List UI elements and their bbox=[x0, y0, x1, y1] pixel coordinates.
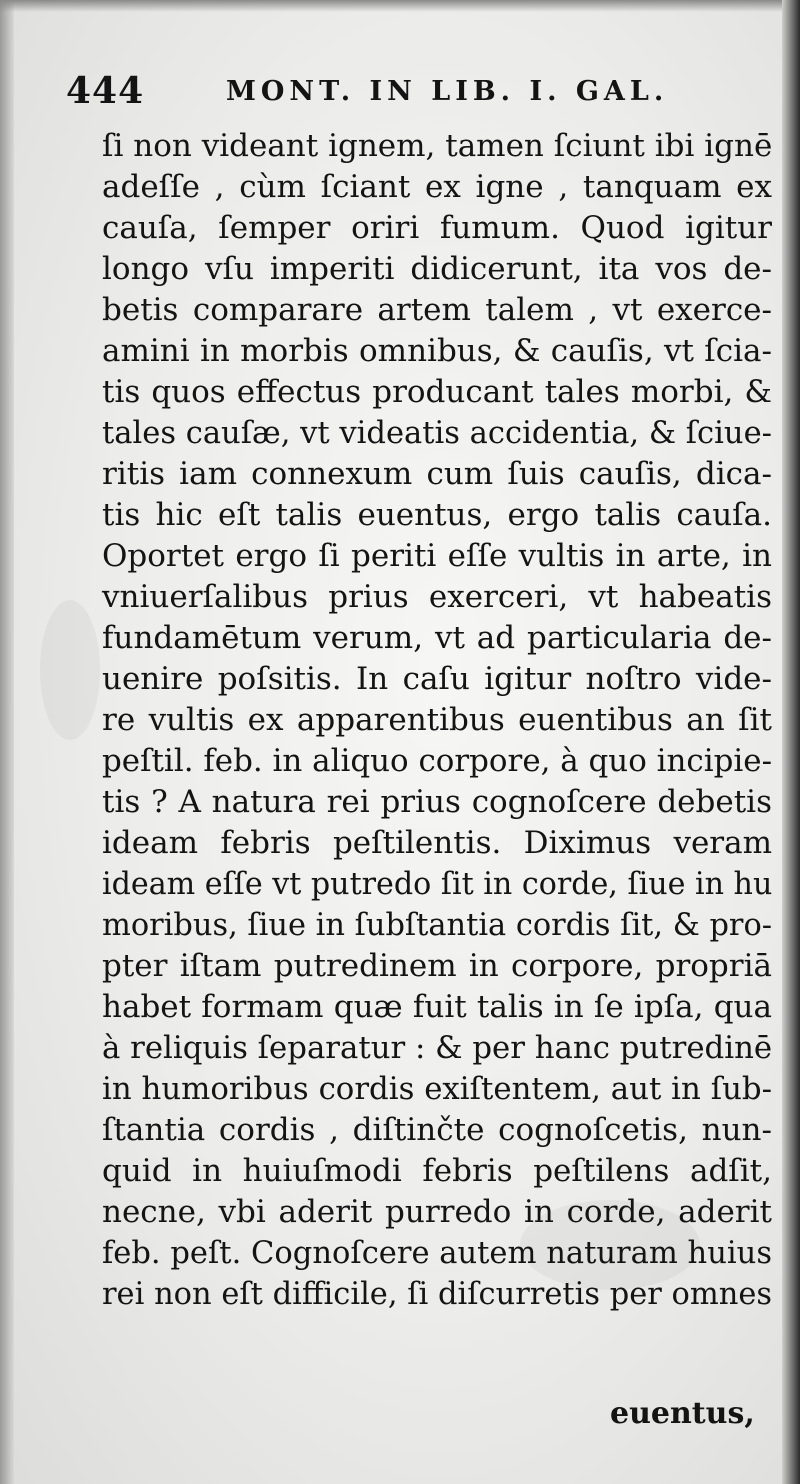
text-line: necne, vbi aderit purredo in corde, aderit bbox=[102, 1194, 772, 1230]
text-line: adeſſe , cùm ſciant ex igne , tanquam ex bbox=[102, 169, 772, 205]
body-text bbox=[102, 126, 772, 1315]
text-line: ſi non videant ignem, tamen ſciunt ibi ignē bbox=[102, 128, 773, 164]
text-line: rei non eſt difficile, ſi diſcurretis per omnes bbox=[102, 1276, 772, 1312]
text-line: in humoribus cordis exiſtentem, aut in ſub- bbox=[102, 1071, 772, 1107]
catchword: euentus, bbox=[610, 1396, 755, 1431]
text-line: tales cauſæ, vt videatis accidentia, & ſciue- bbox=[102, 415, 772, 451]
text-line: tis hic eſt talis euentus, ergo talis cauſa. bbox=[102, 497, 772, 533]
text-line: à reliquis ſeparatur : & per hanc putredinē bbox=[102, 1030, 773, 1066]
text-line: vniuerſalibus prius exerceri, vt habeatis bbox=[102, 579, 772, 615]
page-binding-edge bbox=[0, 0, 14, 1484]
text-line: betis comparare artem talem , vt exerce- bbox=[102, 292, 772, 328]
text-line: feb. peſt. Cognoſcere autem naturam huius bbox=[102, 1235, 772, 1271]
text-line: pter iſtam putredinem in corpore, propriā bbox=[102, 948, 772, 984]
text-line: tis quos effectus producant tales morbi, & bbox=[102, 374, 772, 410]
text-line: amini in morbis omnibus, & cauſis, vt ſcia- bbox=[102, 333, 772, 369]
running-head: MONT. IN LIB. I. GAL. bbox=[226, 76, 669, 107]
text-line: quid in huiuſmodi febris peſtilens adſit, bbox=[102, 1153, 772, 1189]
text-line: cauſa, ſemper oriri fumum. Quod igitur bbox=[102, 210, 772, 246]
page-number: 444 bbox=[66, 70, 145, 112]
text-line: uenire poſsitis. In caſu igitur noſtro vide- bbox=[102, 661, 772, 697]
page-top-edge bbox=[0, 0, 800, 12]
text-line: ſtantia cordis , diſtinčte cognoſcetis, nun- bbox=[102, 1112, 772, 1148]
text-line: fundamētum verum, vt ad particularia de- bbox=[102, 620, 772, 656]
text-line: re vultis ex apparentibus euentibus an ſit bbox=[102, 702, 772, 738]
text-line: longo vſu imperiti didicerunt, ita vos de- bbox=[102, 251, 772, 287]
text-line: habet formam quæ fuit talis in ſe ipſa, qua bbox=[102, 989, 772, 1025]
paper-stain bbox=[40, 600, 100, 740]
page-right-edge bbox=[782, 0, 800, 1484]
text-line: Oportet ergo ſi periti eſſe vultis in arte, in bbox=[102, 538, 772, 574]
page-header bbox=[66, 70, 686, 116]
text-line: ideam febris peſtilentis. Diximus veram bbox=[102, 825, 772, 861]
text-line: ritis iam connexum cum ſuis cauſis, dica- bbox=[102, 456, 772, 492]
text-line: tis ? A natura rei prius cognoſcere debetis bbox=[102, 784, 772, 820]
text-line: ideam eſſe vt putredo ſit in corde, ſiue in hu bbox=[102, 866, 773, 902]
text-line: peſtil. feb. in aliquo corpore, à quo incipie- bbox=[102, 743, 773, 779]
text-line: moribus, ſiue in ſubſtantia cordis ſit, & pro- bbox=[102, 907, 773, 943]
